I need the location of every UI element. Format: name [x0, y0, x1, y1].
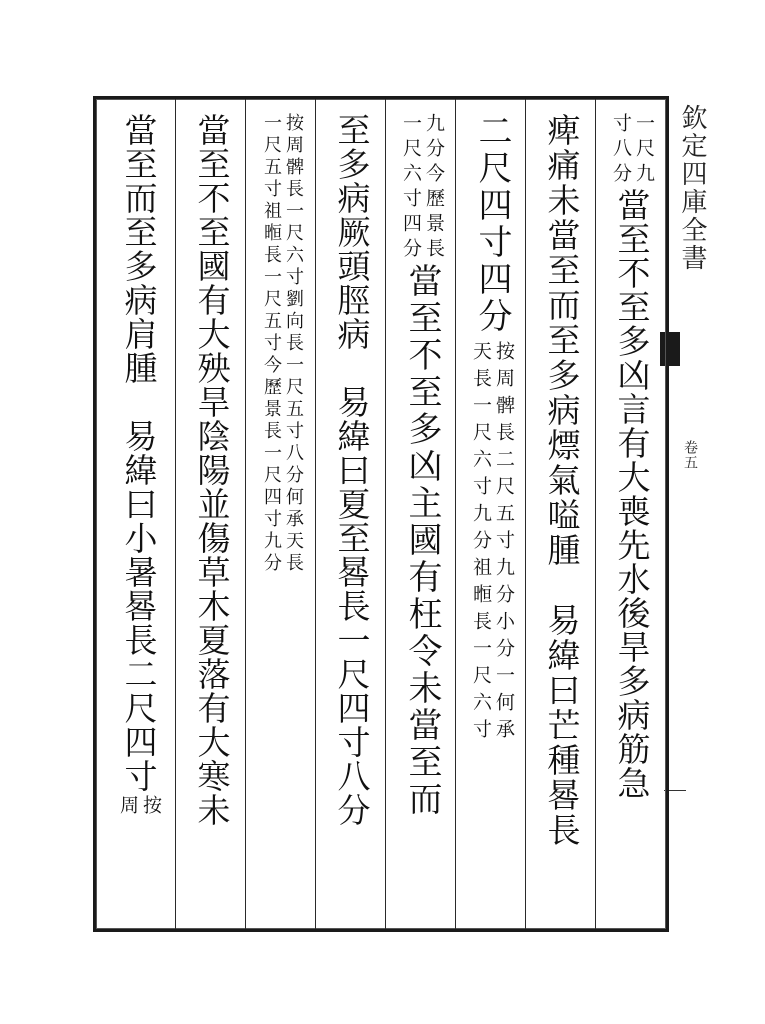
- annotation-pair: [471, 341, 513, 746]
- main-text: 至多病厥頭脛病 易緯曰夏至晷長一尺四寸八分: [332, 113, 372, 827]
- annotation-pair: [611, 113, 653, 188]
- text-column-7: [182, 113, 242, 827]
- text-column-6: [252, 113, 312, 575]
- annotation-pair: [401, 113, 443, 263]
- annotation-left: 寸八分: [610, 113, 632, 188]
- text-column-5: [322, 113, 382, 827]
- annotation-right: 按周髀長一尺六寸劉向長一尺五寸八分何承天長: [283, 113, 304, 575]
- text-column-4: [392, 113, 452, 818]
- main-text: 二尺四寸四分: [472, 113, 512, 335]
- column-rule: [175, 99, 176, 929]
- annotation-left: 一尺五寸祖暅長一尺五寸今歷景長一尺四寸九分: [261, 113, 282, 575]
- column-rule: [245, 99, 246, 929]
- annotation-right: 按周髀長二尺五寸九分小分一何承: [493, 341, 515, 746]
- annotation-right: 按: [140, 795, 162, 820]
- text-column-1: [602, 113, 662, 800]
- annotation-left: 天長一尺六寸九分祖暅長一尺六寸: [470, 341, 492, 746]
- annotation-right: 一尺九: [633, 113, 655, 188]
- book-title-margin: 欽定四庫全書: [677, 104, 707, 272]
- annotation-right: 九分今歷景長: [423, 113, 445, 263]
- page-frame: [93, 96, 669, 932]
- main-text: 痺痛未當至而至多病熛氣嗌腫 易緯曰芒種晷長: [542, 113, 582, 848]
- annotation-pair: [118, 795, 160, 820]
- column-rule: [595, 99, 596, 929]
- text-column-8: [108, 113, 170, 820]
- annotation-pair: [262, 113, 302, 575]
- text-column-3: [462, 113, 522, 746]
- annotation-left: 周: [117, 795, 139, 820]
- main-text: 當至而至多病肩腫 易緯曰小暑晷長二尺四寸: [119, 113, 159, 793]
- text-column-2: [532, 113, 592, 848]
- column-rule: [455, 99, 456, 929]
- juan-label: 卷五: [682, 440, 698, 470]
- column-rule: [525, 99, 526, 929]
- main-text: 當至不至國有大殃旱陰陽並傷草木夏落有大寒未: [192, 113, 232, 827]
- column-rule: [315, 99, 316, 929]
- main-text: 當至不至多凶言有大喪先水後旱多病筋急: [612, 188, 652, 800]
- annotation-left: 一尺六寸四分: [400, 113, 422, 263]
- main-text: 當至不至多凶主國有枉令未當至而: [402, 263, 442, 818]
- column-rule: [385, 99, 386, 929]
